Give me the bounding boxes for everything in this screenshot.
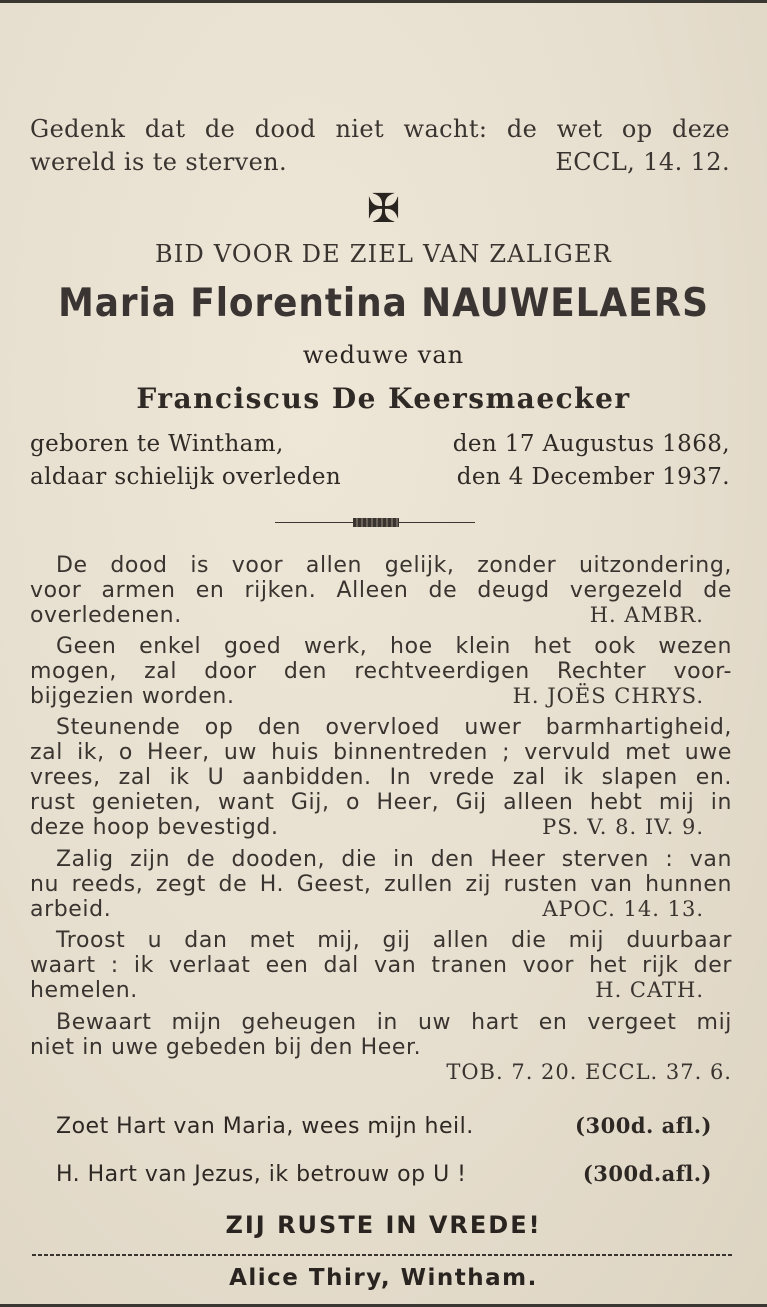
quote-source: H. JOËS CHRYS. [512,684,704,708]
quote-line: Bewaart mijn geheugen in uw hart en vergeet mij [56,1010,732,1035]
epigraph-line-1 [30,115,730,143]
quote-line: Zalig zijn de dooden, die in den Heer sterven : van [56,847,732,872]
quote-line: Steunende op den overvloed uwer barmhartigheid, [56,715,732,740]
quote-last-line [30,684,732,709]
quote-line: rust genieten, want Gij, o Heer, Gij alleen hebt mij in [30,790,732,815]
quote-line: zal ik, o Heer, uw huis binnentreden ; vervuld met uwe [30,740,732,765]
quote-block [30,634,732,709]
quote-last-text: bijgezien worden. [30,684,235,709]
quote-last-line [30,978,732,1003]
birth-date: den 17 Augustus 1868, [452,431,730,457]
quote-line: nu reeds, zegt de H. Geest, zullen zij rusten van hunnen [30,872,732,897]
quote-source: H. AMBR. [589,603,704,627]
deceased-name: Maria Florentina NAUWELAERS [58,281,709,326]
birth-line [30,431,730,457]
quote-line: waart : ik verlaat een dal van tranen voor het rijk der [30,953,732,978]
printer-credit: Alice Thiry, Wintham. [229,1265,538,1291]
prayer-line-2 [56,1161,712,1187]
quote-line: Troost u dan met mij, gij allen die mij duurbaar [56,928,732,953]
prayer-indulgence-1: (300d. afl.) [575,1113,712,1138]
epigraph-text-1: Gedenk dat de dood niet wacht: de wet op deze [30,115,730,143]
death-place: aldaar schielijk overleden [30,464,342,490]
quote-source: TOB. 7. 20. ECCL. 37. 6. [446,1060,732,1084]
epigraph-line-2 [30,148,730,176]
quote-block [30,553,732,628]
quote-line: Geen enkel goed werk, hoe klein het ook wezen [56,634,732,659]
widow-of-label: weduwe van [302,341,465,369]
death-line [30,464,730,490]
quote-line: mogen, zal door den rechtveerdigen Rechter voor- [30,659,732,684]
spouse-name: Franciscus De Keersmaecker [136,382,631,415]
prayer-text-1: Zoet Hart van Maria, wees mijn heil. [56,1114,474,1139]
quote-last-text: deze hoop bevestigd. [30,815,279,840]
quote-block [30,715,732,840]
dashed-divider [32,1254,732,1256]
quote-block [30,847,732,922]
prayer-text-2: H. Hart van Jezus, ik betrouw op U ! [56,1162,467,1187]
closing-text: ZIJ RUSTE IN VREDE! [225,1211,542,1239]
quote-line: De dood is voor allen gelijk, zonder uitzondering, [56,553,732,578]
epigraph-text-2: wereld is te sterven. [30,148,288,176]
quote-last-line [30,815,732,840]
quote-source: APOC. 14. 13. [542,897,704,921]
quote-last-text: arbeid. [30,897,112,922]
quote-line: niet in uwe gebeden bij den Heer. [30,1035,422,1060]
quote-block [30,928,732,1003]
prayer-line-1 [56,1113,712,1139]
quote-block [30,1010,732,1085]
quote-line: vrees, zal ik U aanbidden. In vrede zal ik slapen en. [30,765,732,790]
separator-ornament [353,518,399,527]
death-date: den 4 December 1937. [456,464,730,490]
quote-last-text: hemelen. [30,978,138,1003]
quote-line: voor armen en rijken. Alleen de deugd vergezeld de [30,578,732,603]
prayer-indulgence-2: (300d.afl.) [582,1161,712,1186]
epigraph-reference: ECCL, 14. 12. [555,148,730,176]
birth-place: geboren te Wintham, [30,431,284,457]
prayer-heading: BID VOOR DE ZIEL VAN ZALIGER [154,240,613,268]
quote-last-text: overledenen. [30,603,182,628]
quote-last-line [30,603,732,628]
quote-last-line [30,897,732,922]
cross-icon: ✠ [366,186,401,232]
quote-source: H. CATH. [595,978,704,1002]
quote-source: PS. V. 8. IV. 9. [542,815,704,839]
